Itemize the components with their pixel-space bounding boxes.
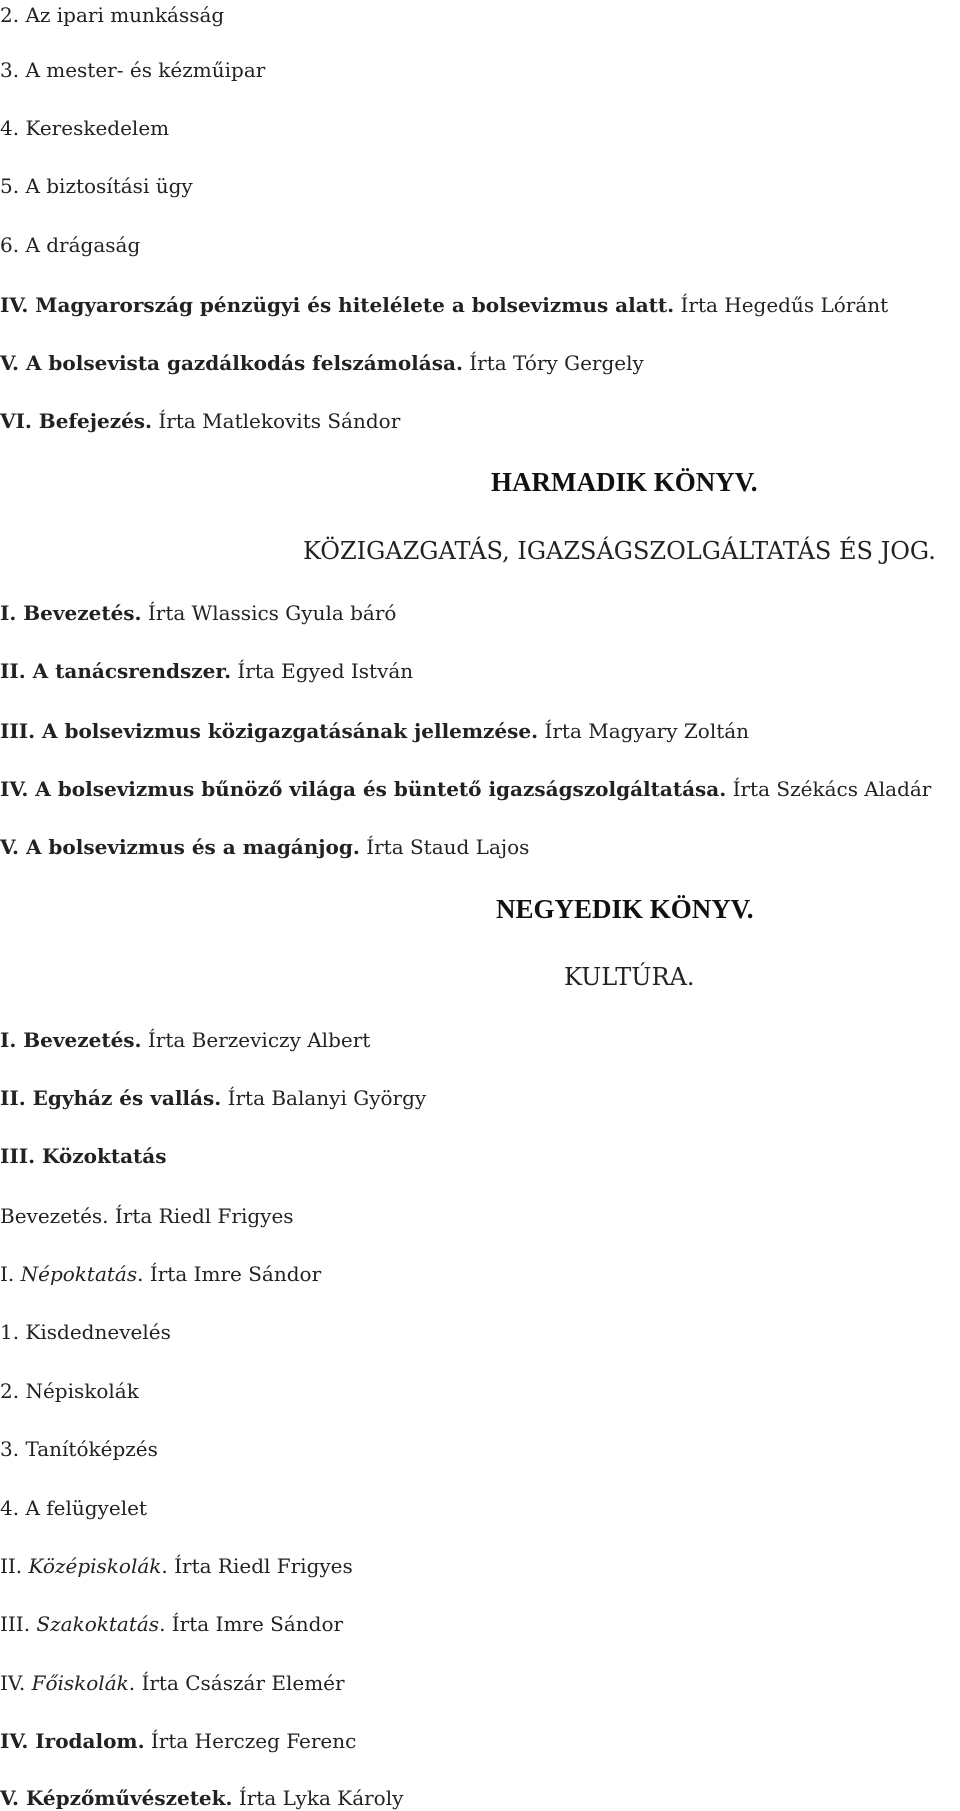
chapter-title: IV. A bolsevizmus bűnöző világa és büntető igazságszolgáltatása. (0, 777, 727, 801)
chapter-author: Írta Magyary Zoltán (538, 719, 750, 743)
list-item: 4. A felügyelet (0, 1496, 147, 1520)
subchapter-author: . Írta Császár Elemér (128, 1671, 345, 1695)
book-heading: NEGYEDIK KÖNYV. (496, 894, 754, 924)
book-heading: HARMADIK KÖNYV. (491, 467, 758, 497)
subchapter-title: Főiskolák (31, 1671, 129, 1695)
chapter-entry (0, 600, 396, 626)
list-item: 3. A mester- és kézműipar (0, 58, 266, 82)
chapter-entry (0, 1143, 166, 1169)
subchapter-title: Népoktatás (20, 1262, 138, 1286)
chapter-title: IV. Magyarország pénzügyi és hitelélete a bolsevizmus alatt. (0, 293, 675, 317)
list-item: 2. Az ipari munkásság (0, 3, 225, 27)
chapter-entry (0, 292, 888, 318)
chapter-author: Írta Berzeviczy Albert (141, 1028, 371, 1052)
subchapter-title: Középiskolák (28, 1554, 162, 1578)
chapter-author: Írta Székács Aladár (726, 777, 932, 801)
chapter-author: Írta Egyed István (231, 659, 414, 683)
chapter-title: III. A bolsevizmus közigazgatásának jellemzése. (0, 719, 539, 743)
chapter-entry (0, 1785, 403, 1811)
chapter-entry (0, 658, 413, 684)
chapter-title: II. A tanácsrendszer. (0, 659, 232, 683)
subchapter-author: . Írta Imre Sándor (159, 1612, 344, 1636)
list-item: 3. Tanítóképzés (0, 1437, 158, 1461)
list-item: 4. Kereskedelem (0, 116, 170, 140)
chapter-author: Írta Matlekovits Sándor (152, 409, 401, 433)
chapter-entry (0, 1027, 370, 1053)
chapter-author: Írta Herczeg Ferenc (144, 1729, 357, 1753)
chapter-entry (0, 1728, 356, 1754)
chapter-title: II. Egyház és vallás. (0, 1086, 222, 1110)
subchapter-entry: I. Népoktatás. Írta Imre Sándor (0, 1262, 322, 1286)
subchapter-author: . Írta Riedl Frigyes (161, 1554, 353, 1578)
list-item: 5. A biztosítási ügy (0, 174, 193, 198)
list-item: 2. Népiskolák (0, 1379, 139, 1403)
chapter-title: V. A bolsevizmus és a magánjog. (0, 835, 360, 859)
subchapter-entry: III. Szakoktatás. Írta Imre Sándor (0, 1612, 344, 1636)
chapter-title: V. A bolsevista gazdálkodás felszámolása. (0, 351, 463, 375)
chapter-entry (0, 350, 644, 376)
book-subheading: KÖZIGAZGATÁS, IGAZSÁGSZOLGÁLTATÁS ÉS JOG. (303, 537, 936, 565)
subchapter-entry: IV. Főiskolák. Írta Császár Elemér (0, 1671, 345, 1695)
chapter-entry (0, 718, 749, 744)
chapter-title: III. Közoktatás (0, 1144, 167, 1168)
chapter-entry (0, 1085, 426, 1111)
chapter-author: Írta Hegedűs Lóránt (674, 293, 889, 317)
chapter-author: Írta Balanyi György (221, 1086, 427, 1110)
list-item: 1. Kisdednevelés (0, 1320, 171, 1344)
chapter-title: I. Bevezetés. (0, 1028, 142, 1052)
list-item: Bevezetés. Írta Riedl Frigyes (0, 1204, 294, 1228)
chapter-entry (0, 408, 400, 434)
chapter-title: V. Képzőművészetek. (0, 1786, 233, 1810)
chapter-entry (0, 834, 529, 860)
chapter-author: Írta Tóry Gergely (462, 351, 644, 375)
subchapter-entry: II. Középiskolák. Írta Riedl Frigyes (0, 1554, 353, 1578)
chapter-title: I. Bevezetés. (0, 601, 142, 625)
book-subheading: KULTÚRA. (564, 963, 695, 991)
chapter-author: Írta Lyka Károly (232, 1786, 404, 1810)
list-item: 6. A drágaság (0, 233, 141, 257)
chapter-author: Írta Staud Lajos (359, 835, 530, 859)
chapter-author: Írta Wlassics Gyula báró (141, 601, 397, 625)
subchapter-title: Szakoktatás (36, 1612, 160, 1636)
chapter-title: IV. Irodalom. (0, 1729, 145, 1753)
chapter-entry (0, 776, 931, 802)
subchapter-author: . Írta Imre Sándor (137, 1262, 322, 1286)
chapter-title: VI. Befejezés. (0, 409, 153, 433)
